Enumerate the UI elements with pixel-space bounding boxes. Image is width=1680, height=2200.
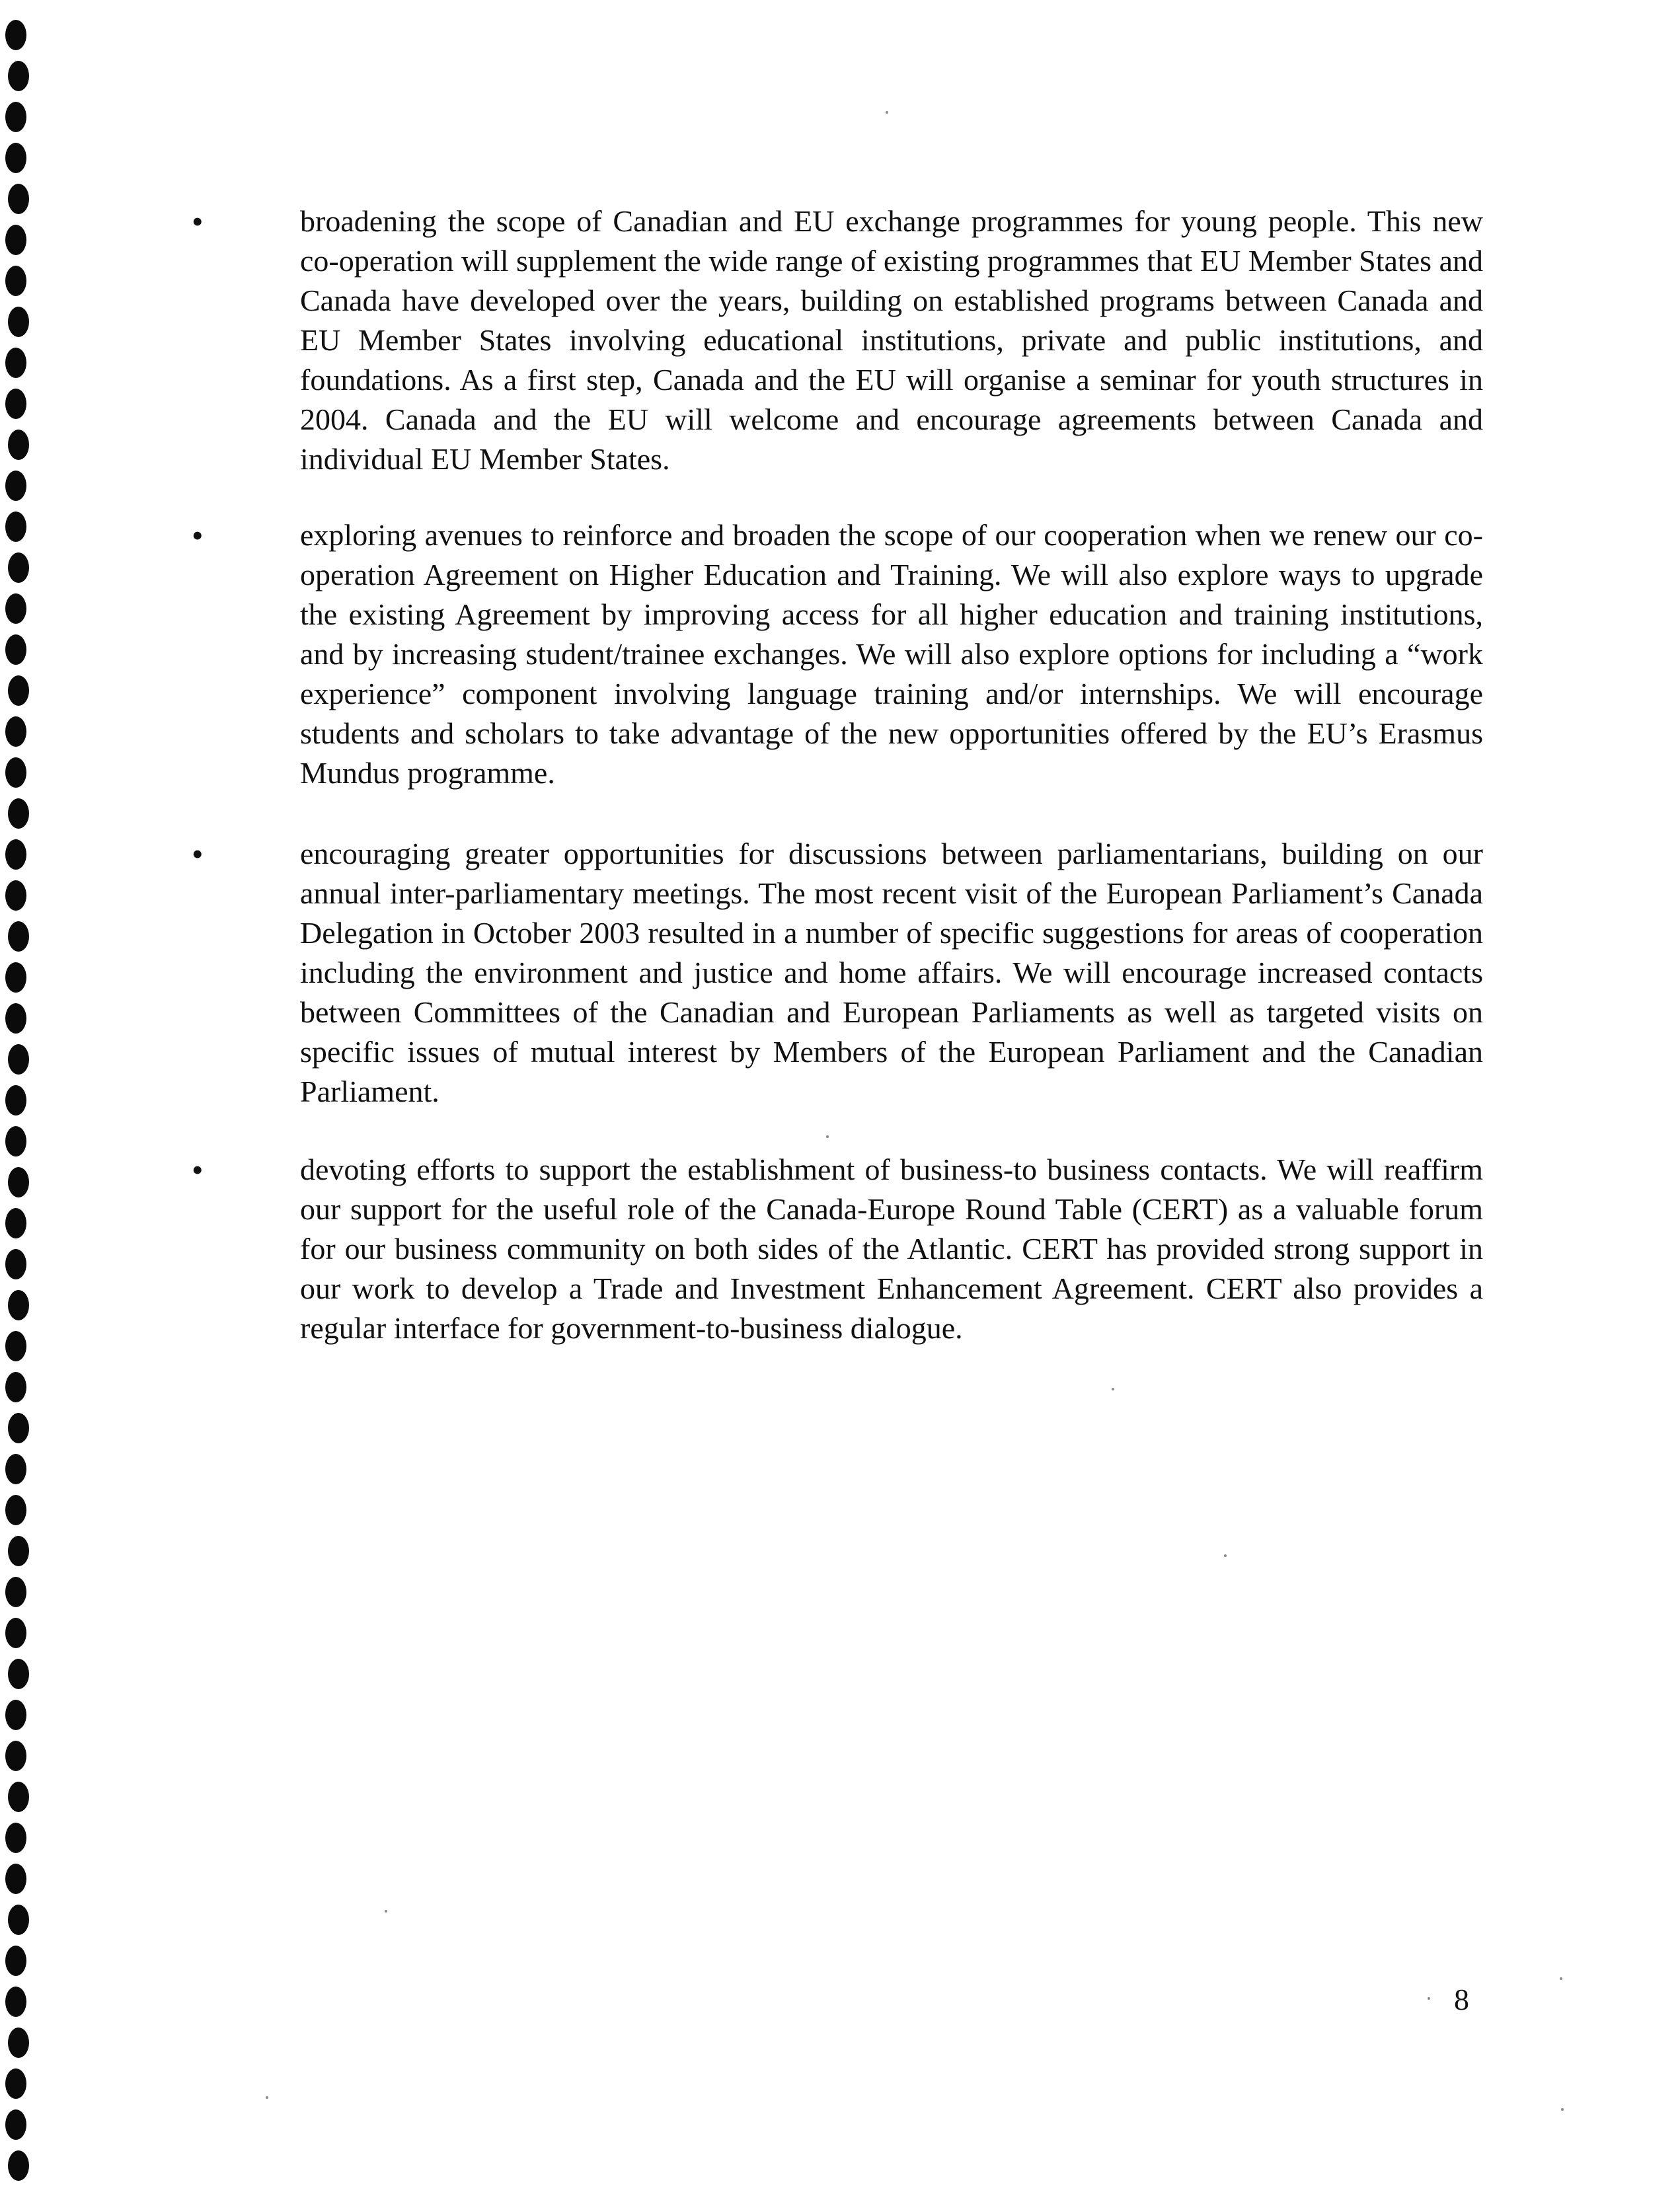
- scan-speck: [1112, 1388, 1114, 1390]
- scan-speck: [886, 111, 888, 114]
- bullet-marker: •: [192, 203, 204, 240]
- scan-speck: [1224, 1554, 1227, 1557]
- bullet-text: devoting efforts to support the establishment of business-to business contacts. We will reaffirm our support for the useful role of the Canada-Europe Round Table (CERT) as a valuable forum for our business community on both sides of the Atlantic. CERT has provided strong support in our work to develop a Trade and Investment Enhancement Agreement. CERT also provides a regular interface for government-to-business dialogue.: [300, 1153, 1483, 1345]
- scan-speck: [1560, 1977, 1562, 1980]
- bullet-text: encouraging greater opportunities for discussions between parliamentarians, building on our annual inter-parliamentary meetings. The most recent visit of the European Parliament’s Canada Delegation in October 2003 resulted in a number of specific suggestions for areas of cooperation including the environment and justice and home affairs. We will encourage increased contacts between Committees of the Canadian and European Parliaments as well as targeted visits on specific issues of mutual interest by Members of the European Parliament and the Canadian Parliament.: [300, 837, 1483, 1108]
- scan-speck: [385, 1910, 387, 1913]
- scan-speck: [826, 1135, 829, 1138]
- scan-speck: [1561, 2108, 1564, 2111]
- page-number: 8: [1454, 1983, 1469, 2016]
- bullet-marker: •: [192, 835, 204, 872]
- bullet-marker: •: [192, 517, 204, 554]
- bullet-text: exploring avenues to reinforce and broaden the scope of our cooperation when we renew our co-operation Agreement on Higher Education and Training. We will also explore ways to upgrade the existing Agreement by improving access for all higher education and training institutions, and by increasing student/trainee exchanges. We will also explore options for including a “work experience” component involving language training and/or internships. We will encourage students and scholars to take advantage of the new opportunities offered by the EU’s Erasmus Mundus programme.: [300, 518, 1483, 790]
- bullet-marker: •: [192, 1151, 204, 1188]
- bullet-text: broadening the scope of Canadian and EU exchange programmes for young people. This new co-operation will supplement the wide range of existing programmes that EU Member States and Canada have developed over the years, building on established programs between Canada and EU Member States involving educational institutions, private and public institutions, and foundations. As a first step, Canada and the EU will organise a seminar for youth structures in 2004. Canada and the EU will welcome and encourage agreements between Canada and individual EU Member States.: [300, 204, 1483, 476]
- scan-speck: [266, 2096, 268, 2099]
- scan-speck: [1428, 1997, 1430, 2000]
